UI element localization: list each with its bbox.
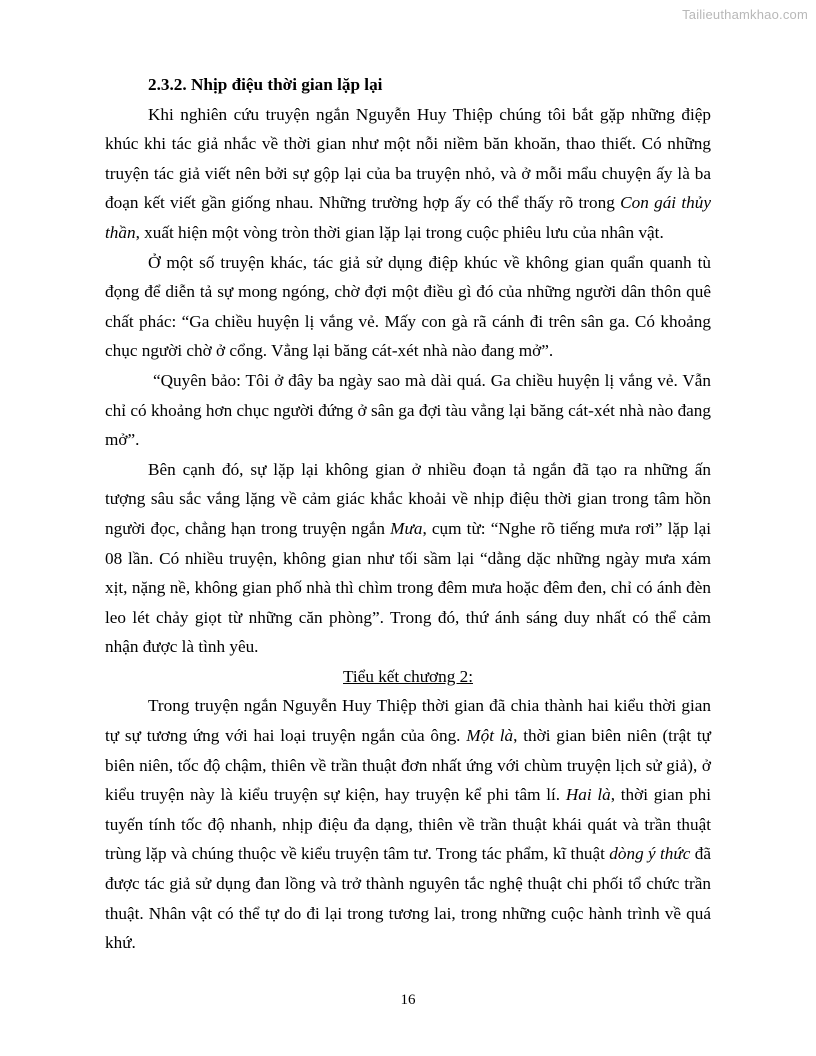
paragraph-5-text-a: Trong truyện ngắn Nguyễn Huy Thiệp thời gian đã chia thành hai kiểu thời gian tự sự tương ứng với hai loại truyện ngắn của ông. [105, 696, 711, 746]
paragraph-4-title: Mưa [390, 518, 423, 538]
paragraph-5-term: dòng ý thức [609, 844, 691, 864]
paragraph-2: Ở một số truyện khác, tác giả sử dụng điệp khúc về không gian quẩn quanh tù đọng để diễn tả sự mong ngóng, chờ đợi một điều gì đó của những người dân thôn quê chất phác: “Ga chiều huyện lị vắng vẻ. Mấy con gà rã cánh đi trên sân ga. Có khoảng chục người chờ ở cổng. Vẳng lại băng cát-xét nhà nào đang mở”. [105, 252, 711, 361]
chapter-summary-heading: Tiểu kết chương 2: [343, 666, 473, 686]
paragraph-1 [105, 100, 711, 248]
paragraph-5-text-b: , thời gian biên niên (trật tự biên niên, tốc độ chậm, thiên về trần thuật đơn nhất ứng với chùm truyện lịch sử giả), ở kiểu truyện này là kiểu truyện sự kiện, hay truyện kể phi tâm lí. [105, 726, 711, 805]
paragraph-5-text-c: , thời gian phi tuyến tính tốc độ nhanh, nhịp điệu đa dạng, thiên về trần thuật khái quát và trần thuật trùng lặp và chúng thuộc về kiểu truyện tâm tư. Trong tác phẩm, kĩ thuật [105, 785, 711, 864]
paragraph-1-text-a: Khi nghiên cứu truyện ngắn Nguyễn Huy Thiệp chúng tôi bắt gặp những điệp khúc khi tác giả nhắc về thời gian như một nỗi niềm băn khoăn, thao thiết. Có những truyện tác giả viết nên bởi sự gộp lại của ba truyện nhỏ, và ở mỗi mẩu chuyện ấy là ba đoạn kết viết gần giống nhau. Những trường hợp ấy có thể thấy rõ trong [105, 104, 711, 213]
paragraph-5-first: Một là [466, 726, 514, 746]
page-number: 16 [400, 992, 416, 1008]
paragraph-5-second: Hai là [565, 785, 611, 805]
paragraph-4 [105, 455, 711, 662]
paragraph-5-text-d: đã được tác giả sử dụng đan lồng và trở thành nguyên tắc nghệ thuật chi phối tổ chức trần thuật. Nhân vật có thể tự do đi lại trong tương lai, trong những cuộc hành trình về quá khứ. [105, 844, 711, 953]
paragraph-3-quote: “Quyên bảo: Tôi ở đây ba ngày sao mà dài quá. Ga chiều huyện lị vắng vẻ. Vẫn chỉ có khoảng hơn chục người đứng ở sân ga đợi tàu vẳng lại băng cát-xét nhà nào đang mở”. [105, 370, 711, 450]
document-body [105, 70, 711, 958]
paragraph-1-text-b: , xuất hiện một vòng tròn thời gian lặp lại trong cuộc phiêu lưu của nhân vật. [135, 222, 664, 242]
section-heading: 2.3.2. Nhịp điệu thời gian lặp lại [148, 75, 383, 94]
paragraph-5 [105, 691, 711, 957]
watermark: Tailieuthamkhao.com [682, 7, 808, 22]
paragraph-1-title: Con gái thủy thần [105, 193, 711, 242]
paragraph-4-text-b: , cụm từ: “Nghe rõ tiếng mưa rơi” lặp lại 08 lần. Có nhiều truyện, không gian như tối sầm lại “dằng dặc những ngày mưa xám xịt, nặng nề, không gian phố nhà thì chìm trong đêm mưa hoặc đêm đen, chỉ có ánh đèn leo lét chảy giọt từ những căn phòng”. Trong đó, thứ ánh sáng duy nhất có thể cảm nhận được là tình yêu. [105, 518, 711, 657]
paragraph-4-text-a: Bên cạnh đó, sự lặp lại không gian ở nhiều đoạn tả ngắn đã tạo ra những ấn tượng sâu sắc vắng lặng về cảm giác khắc khoải về nhịp điệu thời gian trong tâm hồn người đọc, chẳng hạn trong truyện ngắn [105, 459, 711, 538]
